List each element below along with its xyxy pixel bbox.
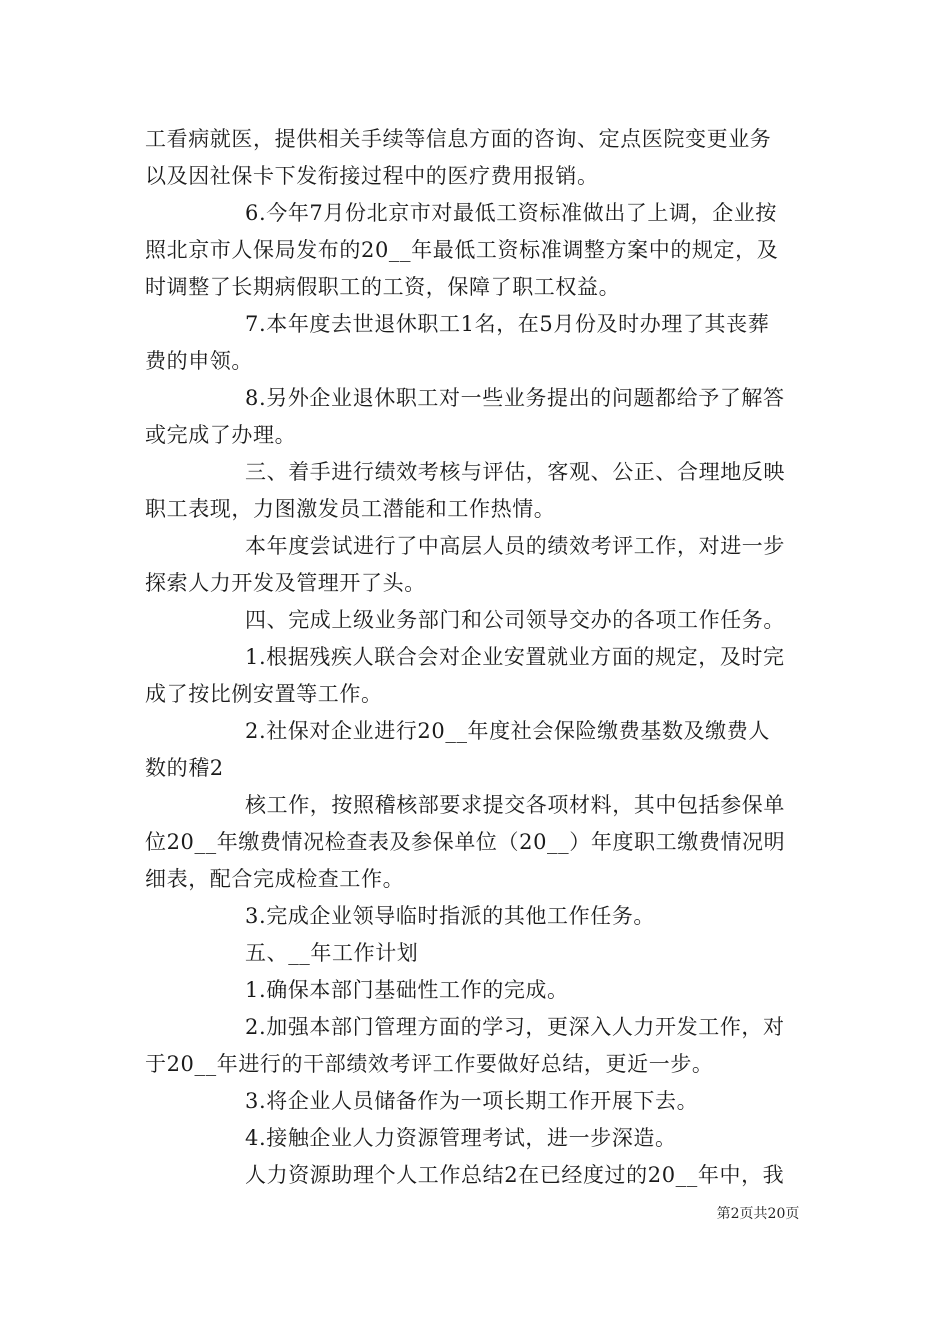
text-line: 1.根据残疾人联合会对企业安置就业方面的规定，及时完 — [245, 645, 785, 669]
text-line: 6.今年7月份北京市对最低工资标准做出了上调，企业按 — [245, 201, 777, 225]
text-line: 2.社保对企业进行20__年度社会保险缴费基数及缴费人 — [245, 719, 770, 743]
page-footer — [0, 1205, 950, 1223]
text-line: 三、着手进行绩效考核与评估，客观、公正、合理地反映 — [245, 460, 785, 484]
text-line: 3.将企业人员储备作为一项长期工作开展下去。 — [245, 1089, 699, 1113]
text-line: 1.确保本部门基础性工作的完成。 — [245, 978, 569, 1002]
text-line: 本年度尝试进行了中高层人员的绩效考评工作，对进一步 — [245, 534, 785, 558]
text-line: 位20__年缴费情况检查表及参保单位（20__）年度职工缴费情况明 — [145, 830, 786, 854]
text-line: 时调整了长期病假职工的工资，保障了职工权益。 — [145, 275, 621, 299]
text-line: 成了按比例安置等工作。 — [145, 682, 383, 706]
text-line: 职工表现，力图激发员工潜能和工作热情。 — [145, 497, 556, 521]
text-line: 核工作，按照稽核部要求提交各项材料，其中包括参保单 — [245, 793, 785, 817]
text-line: 探索人力开发及管理开了头。 — [145, 571, 426, 595]
text-line: 3.完成企业领导临时指派的其他工作任务。 — [245, 904, 656, 928]
text-line: 于20__年进行的干部绩效考评工作要做好总结，更近一步。 — [145, 1052, 714, 1076]
page-number: 第2页共20页 — [716, 1206, 800, 1222]
text-line: 以及因社保卡下发衔接过程中的医疗费用报销。 — [145, 164, 599, 188]
text-line: 照北京市人保局发布的20__年最低工资标准调整方案中的规定，及 — [145, 238, 779, 262]
text-line: 人力资源助理个人工作总结2在已经度过的20__年中，我 — [245, 1163, 785, 1187]
text-line: 数的稽2 — [145, 756, 224, 780]
text-line: 工看病就医，提供相关手续等信息方面的咨询、定点医院变更业务 — [145, 127, 772, 151]
text-line: 或完成了办理。 — [145, 423, 297, 447]
text-line: 7.本年度去世退休职工1名，在5月份及时办理了其丧葬 — [245, 312, 770, 336]
text-line: 费的申领。 — [145, 349, 253, 373]
text-line: 五、__年工作计划 — [245, 941, 419, 965]
text-line: 2.加强本部门管理方面的学习，更深入人力开发工作，对 — [245, 1015, 785, 1039]
text-line: 细表，配合完成检查工作。 — [145, 867, 405, 891]
text-line: 8.另外企业退休职工对一些业务提出的问题都给予了解答 — [245, 386, 785, 410]
text-line: 四、完成上级业务部门和公司领导交办的各项工作任务。 — [245, 608, 785, 632]
text-line: 4.接触企业人力资源管理考试，进一步深造。 — [245, 1126, 677, 1150]
